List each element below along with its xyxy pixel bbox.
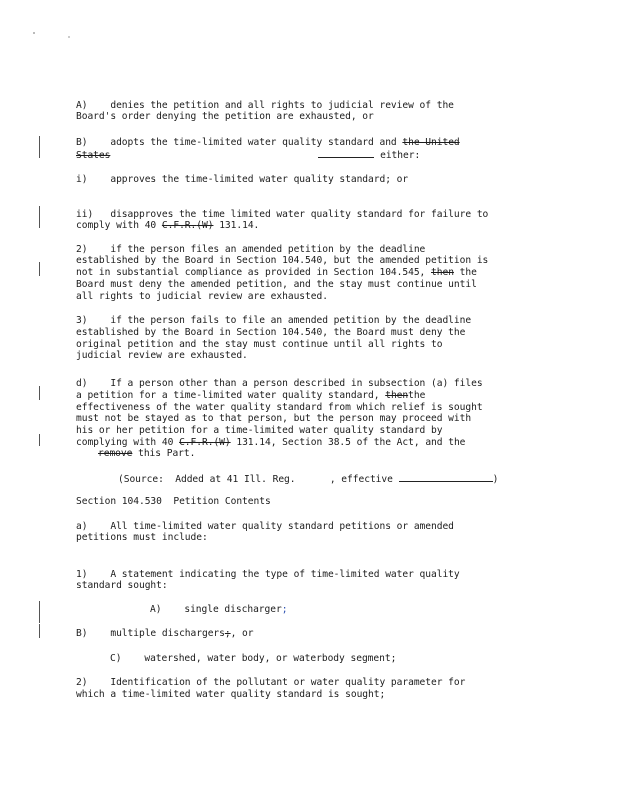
paragraph-line: standard sought: bbox=[76, 580, 168, 591]
paragraph-line: effectiveness of the water quality standard from which relief is sought bbox=[76, 402, 483, 413]
section-heading: Section 104.530 Petition Contents bbox=[76, 496, 271, 507]
paragraph-line: not in substantial compliance as provided in Section 104.545, then the bbox=[76, 267, 477, 278]
paragraph-line: 3) if the person fails to file an amended petition by the deadline bbox=[76, 315, 472, 326]
revision-bar bbox=[39, 206, 40, 228]
paragraph-line: established by the Board in Section 104.540, the Board must deny the bbox=[76, 327, 466, 338]
paragraph-line: remove this Part. bbox=[98, 448, 196, 459]
paragraph-line: must not be stayed as to that person, but the person may proceed with bbox=[76, 413, 472, 424]
paragraph-line: complying with 40 C.F.R.(W) 131.14, Section 38.5 of the Act, and the bbox=[76, 437, 466, 448]
deleted-text: ; bbox=[224, 628, 231, 639]
blank-underline bbox=[399, 472, 493, 482]
scan-speck bbox=[68, 36, 70, 38]
paragraph-line: judicial review are exhausted. bbox=[76, 350, 248, 361]
revision-bar bbox=[39, 386, 40, 400]
inserted-mark: ; bbox=[281, 604, 288, 615]
paragraph-line: all rights to judicial review are exhausted. bbox=[76, 291, 328, 302]
paragraph-line: established by the Board in Section 104.540, but the amended petition is bbox=[76, 255, 489, 266]
deleted-text: then bbox=[431, 267, 454, 278]
revision-bar bbox=[39, 136, 40, 158]
paragraph-line: States either: bbox=[76, 150, 421, 161]
deleted-text: C.F.R. bbox=[161, 220, 197, 231]
deleted-text: (W) bbox=[196, 220, 214, 231]
paragraph-line: a) All time-limited water quality standard petitions or amended bbox=[76, 521, 454, 532]
deleted-text: then bbox=[385, 390, 409, 401]
deleted-text: (W) bbox=[213, 437, 231, 448]
paragraph-line: A) denies the petition and all rights to judicial review of the bbox=[76, 100, 454, 111]
deleted-text: States bbox=[76, 150, 111, 161]
paragraph-line: Board must deny the amended petition, and the stay must continue until bbox=[76, 279, 477, 290]
source-note: (Source: Added at 41 Ill. Reg. , effective ) bbox=[118, 474, 499, 485]
revision-bar bbox=[39, 601, 40, 623]
list-item: A) single discharger; bbox=[150, 604, 288, 615]
paragraph-line: petitions must include: bbox=[76, 532, 208, 543]
deleted-text: C.F.R. bbox=[179, 437, 214, 448]
paragraph-line: which a time-limited water quality standard is sought; bbox=[76, 689, 386, 700]
revision-bar bbox=[39, 434, 40, 446]
blank-underline bbox=[318, 148, 374, 158]
paragraph-line: original petition and the stay must continue until all rights to bbox=[76, 339, 443, 350]
deleted-text: remove bbox=[98, 448, 133, 459]
paragraph-line: 1) A statement indicating the type of time-limited water quality bbox=[76, 569, 460, 580]
paragraph-line: B) adopts the time-limited water quality standard and the United bbox=[76, 137, 460, 148]
revision-bar bbox=[39, 262, 40, 276]
list-item: C) watershed, water body, or waterbody segment; bbox=[110, 653, 397, 664]
paragraph-line: ii) disapproves the time limited water quality standard for failure to bbox=[76, 209, 489, 220]
paragraph-line: a petition for a time-limited water quality standard, thenthe bbox=[76, 390, 426, 401]
paragraph-line: 2) if the person files an amended petition by the deadline bbox=[76, 244, 426, 255]
scan-speck bbox=[33, 32, 35, 34]
paragraph-line: comply with 40 C.F.R.(W) 131.14. bbox=[76, 220, 260, 231]
deleted-text: the United bbox=[402, 137, 460, 148]
list-item: B) multiple dischargers;, or bbox=[76, 628, 254, 639]
revision-bar bbox=[39, 624, 40, 638]
paragraph-line: i) approves the time-limited water quality standard; or bbox=[76, 174, 409, 185]
paragraph-line: Board's order denying the petition are exhausted, or bbox=[76, 111, 374, 122]
paragraph-line: his or her petition for a time-limited water quality standard by bbox=[76, 425, 443, 436]
paragraph-line: 2) Identification of the pollutant or water quality parameter for bbox=[76, 677, 466, 688]
paragraph-line: d) If a person other than a person described in subsection (a) files bbox=[76, 378, 483, 389]
